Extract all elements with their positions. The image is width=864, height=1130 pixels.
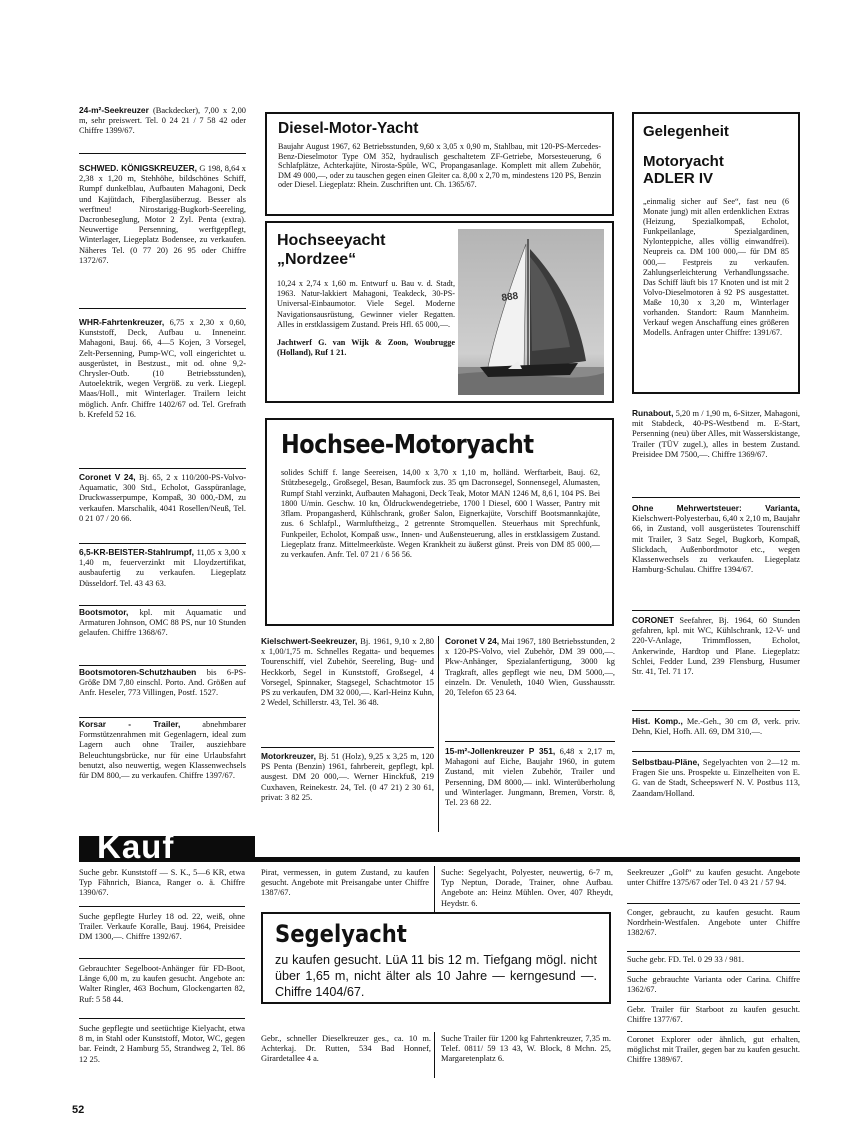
ad-text: Mai 1967, 180 Betriebsstunden, 2 x 120-PS-Volvo, viel Zubehör, DM 39 000,—. Pkw-Anhänger, Spezialanfertigung, 3000 kg Tragkraft, alles gepflegt wie neu, DM 5000,—, einzeln. Dr. Venuleth, 1040 Wien, Gusshausstr. 20, Telefon 65 23 64. bbox=[445, 637, 615, 698]
ad-text: Gebr., schneller Dieselkreuzer ges., ca. 10 m. Achterkaj. Dr. Rutten, 534 Bad Honnef, Girardetallee 4 a. bbox=[261, 1034, 431, 1064]
classified-ad bbox=[441, 868, 613, 912]
nordzee-ad bbox=[265, 221, 614, 403]
classified-ad bbox=[79, 667, 246, 709]
ad-text: 5,20 m / 1,90 m, 6-Sitzer, Mahagoni, mit Stabdeck, 40-PS-Westbend m. E-Start, Persenning (neu) über Alles, mit Wasserskistange, Trailer (TÜV zugel.), alles in bestem Zustand. Preisidee DM 7500,—. Chiffre 1369/67. bbox=[632, 409, 800, 459]
ad-text: Suche gebr. FD. Tel. 0 29 33 / 981. bbox=[627, 955, 744, 964]
classified-ad bbox=[79, 607, 246, 659]
ad-text: Seefahrer, Bj. 1964, 60 Stunden gefahren, kpl. mit WC, Kühlschrank, 12-V- und 220-V-Anlage, Trimmflossen, Echolot, Ankerwinde, Hardtop und Plane. Liegeplatz: Schlei, Fedder Lund, 239 Flensburg, Husumer Str. 41, Tel. 71 17. bbox=[632, 616, 800, 677]
ad-heading-line2: „Nordzee“ bbox=[277, 251, 357, 268]
ad-text: Suche gebr. Kunststoff — S. K., 5—6 KR, etwa Typ Fähnrich, Bianca, Ranger o. ä. Chiffre 1390/67. bbox=[79, 868, 245, 898]
ad-heading: Gelegenheit bbox=[643, 123, 729, 140]
ad-title: SCHWED. KÖNIGSKREUZER, bbox=[79, 163, 197, 173]
classified-ad bbox=[627, 908, 800, 950]
ad-text: Suche Trailer für 1200 kg Fahrtenkreuzer, 7,35 m. Telef. 0811/ 59 13 43, W. Block, 8 Mchn. 25, Margaretenplatz 6. bbox=[441, 1034, 611, 1064]
sailboat-photo bbox=[458, 229, 604, 395]
ad-text: zu kaufen gesucht. LüA 11 bis 12 m. Tiefgang mögl. nicht über 1,65 m, nicht älter als 10 Jahre — kerngesund —. Chiffre 1404/67. bbox=[275, 953, 597, 999]
ad-text: Bj. 1961, 9,10 x 2,80 x 1,00/1,75 m. Schnelles Regatta- und bequemes Tourenschiff, viel Zubehör, Seereling, Bug- und Heckkorb, Segel in Kunststoff, Großsegel, 4 Vorsegel, Spinnaker, Stagsegel, Schachtmotor 15 PS zu verkaufen, DM 32 000,—. Karl-Heinz Kuhn, 2 Wedel, Schillerstr. 43, Tel. 36 48. bbox=[261, 637, 434, 708]
ad-title: Kielschwert-Seekreuzer, bbox=[261, 636, 358, 646]
ad-text: abnehmbarer Formstützenrahmen mit Gegenlagern, ideal zum Lagern auch ohne Trailer, ausziehbare Beleuchtungsbrücke, nur für eine Urlaubsfahrt benutzt, also neuwertig, wegen Klassenwechsels für DM 800,— zu verkaufen. Chiffre 1397/67. bbox=[79, 720, 246, 781]
ad-text: 11,05 x 3,00 x 1,40 m, feuerverzinkt mit Lloydzertifikat, ausbaufertig zu verkaufen. Liegeplatz Düsseldorf. Tel. 43 43 63. bbox=[79, 548, 246, 588]
ad-text: Me.-Geh., 30 cm Ø, verk. priv. Dehn, Kiel, Hofh. All. 69, DM 310,—. bbox=[632, 717, 800, 737]
ad-text: Gebr. Trailer für Starboot zu kaufen gesucht. Chiffre 1377/67. bbox=[627, 1005, 800, 1025]
ad-text: kpl. mit Aquamatic und Armaturen Johnson, OMC 88 PS, nur 10 Stunden gelaufen. Chiffre 1368/67. bbox=[79, 608, 246, 638]
ad-text: Suche gebrauchte Varianta oder Carina. Chiffre 1362/67. bbox=[627, 975, 800, 995]
ad-text: Pirat, vermessen, in gutem Zustand, zu kaufen gesucht. Angebote mit Preisangabe unter Chiffre 1387/67. bbox=[261, 868, 429, 898]
ad-text: bis 6-PS-Größe DM 7,80 einschl. Porto. And. Größen auf Anfr. Heseler, 773 Villingen, Postf. 1527. bbox=[79, 668, 246, 698]
classified-ad bbox=[79, 547, 246, 599]
classified-ad bbox=[627, 1005, 800, 1029]
ad-text: Bj. 51 (Holz), 9,25 x 3,25 m, 120 PS Penta (Benzin) 1961, fahrbereit, gepflegt, kpl. ausgest. DM 20 000,—. Werner Hinckfuß, 219 Cuxhaven, Reinekestr. 24, Tel. (0 47 21) 2 30 61, privat: 3 82 25. bbox=[261, 752, 434, 802]
classified-ad bbox=[79, 472, 246, 537]
ad-heading: Hochsee-Motoryacht bbox=[281, 430, 534, 460]
segelyacht-ad bbox=[261, 912, 611, 1004]
ad-title: WHR-Fahrtenkreuzer, bbox=[79, 317, 165, 327]
ad-title: 24-m²-Seekreuzer bbox=[79, 105, 149, 115]
ad-title: Coronet V 24, bbox=[79, 472, 136, 482]
ad-text: (Backdecker), 7,00 x 2,00 m, sehr preiswert. Tel. 0 24 21 / 7 58 42 oder Chiffre 1399/67. bbox=[79, 106, 246, 136]
ad-text: 6,75 x 2,30 x 0,60, Kunststoff, Deck, Aufbau u. Inneneinr. Mahagoni, Bauj. 66, 4—5 Kojen, 3 Vorsegel, Zelt-Persenning, Pump-WC, voll eingerichtet u. ausgerüstet, in Bestzust., mit od. ohne 9,2-Chrysler-Outb. (10 Betriebsstunden), Autoelektrik, wegen Vergröß. zu verk. Liegepl. Maas/Holl., mit Winterlager. Trailern leicht möglich. Anfr. Chiffre 1402/67 od. Tel. Grefrath b. Krefeld 52 16. bbox=[79, 318, 246, 419]
classified-ad bbox=[79, 1024, 245, 1076]
ad-text: Baujahr August 1967, 62 Betriebsstunden, 9,60 x 3,05 x 0,90 m, Stahlbau, mit 120-PS-Mercedes-Benz-Dieselmotor Type OM 352, hydraulisch geschaltetem ZF-Getriebe, Morsesteuerung, 6 Schlafplätze, Achterkajüte, Nirosta-Spüle, WC, Propangasanlage. Komplett mit allem Zubehör, DM 49 000,—, oder zu tauschen gegen einen Gleiter ca. 8,00 x 2,70 m, mindestens 120 PS, Benzin oder Diesel. Liegeplatz: Rhein. Zuschriften unt. Ch. 1365/67. bbox=[278, 142, 601, 190]
diesel-yacht-ad bbox=[265, 112, 614, 216]
classified-ad bbox=[79, 317, 246, 462]
classified-ad bbox=[627, 955, 800, 969]
ad-text: Bj. 65, 2 x 110/200-PS-Volvo-Aquamatic, 300 Std., Echolot, Gasspüranlage, Druckwasserpumpe, Kompaß, 30 000,-DM, zu verkaufen. Marschalik, 4041 Rosellen/Neuß, Tel. 0 21 07 / 20 66. bbox=[79, 473, 246, 523]
ad-title: Hist. Komp., bbox=[632, 716, 683, 726]
sail-number: 888 bbox=[500, 290, 519, 304]
classified-ad bbox=[632, 757, 800, 821]
ad-text: Gebrauchter Segelboot-Anhänger für FD-Boot, Länge 6,00 m, zu kaufen gesucht. Angebote an: Walter Ringler, 463 Bochum, Glockengarten 82, Ruf: 5 58 44. bbox=[79, 964, 245, 1004]
ad-text: 10,24 x 2,74 x 1,60 m. Entwurf u. Bau v. d. Stadt, 1963. Natur-lakkiert Mahagoni, Teakdeck, 30-PS-Universal-Einbaumotor. Viele Segel. Moderne Navigationsausrüstung, Gewinner vieler Regatten. Alles in erstklassigem Zustand. Preis Hfl. 65 000,—. bbox=[277, 279, 455, 329]
classified-ad bbox=[261, 751, 434, 835]
classified-ad bbox=[79, 105, 246, 157]
kauf-section-bar bbox=[79, 828, 255, 865]
ad-title: Ohne Mehrwertsteuer: Varianta, bbox=[632, 503, 800, 513]
classified-ad bbox=[632, 615, 800, 703]
ad-contact: Jachtwerf G. van Wijk & Zoon, Woubrugge (Holland), Ruf 1 21. bbox=[277, 338, 455, 358]
ad-heading: Diesel-Motor-Yacht bbox=[278, 120, 419, 137]
page-number: 52 bbox=[72, 1104, 85, 1116]
ad-title: Runabout, bbox=[632, 408, 674, 418]
ad-text: Conger, gebraucht, zu kaufen gesucht. Raum Nordrhein-Westfalen. Angebote unter Chiffre 1382/67. bbox=[627, 908, 800, 938]
ad-text: Coronet Explorer oder ähnlich, gut erhalten, möglichst mit Trailer, gegen bar zu kaufen gesucht. Chiffre 1389/67. bbox=[627, 1035, 800, 1065]
classified-ad bbox=[632, 408, 800, 490]
ad-heading: Segelyacht bbox=[275, 920, 407, 948]
ad-text: Kielschwert-Polyesterbau, 6,40 x 2,10 m, Baujahr 66, in Zustand, voll ausgerüstetes Tourenschiff mit Trailer, 3 Satz Segel, Bugkorb, Kompaß, Slickdach, Außenbordmotor etc., wegen Klassenwechsels zu verkaufen. Liegeplatz Hamburg-Schulau. Chiffre 1394/67. bbox=[632, 514, 800, 575]
ad-title: Selbstbau-Pläne, bbox=[632, 757, 700, 767]
classified-ad bbox=[627, 1035, 800, 1079]
ad-text: Segelyachten von 2—12 m. Fragen Sie uns. Prospekte u. Einzelheiten von E. G. van de Stadt, Scheepswerf N. V. Postbus 113, Zaandam/Holland. bbox=[632, 758, 800, 798]
ad-title: Bootsmotor, bbox=[79, 607, 129, 617]
kauf-section-rule bbox=[255, 857, 800, 862]
classified-ad bbox=[79, 964, 245, 1016]
gelegenheit-ad bbox=[632, 112, 800, 394]
ad-subheading-2: ADLER IV bbox=[643, 170, 714, 187]
ad-text: „einmalig sicher auf See“, fast neu (6 Monate jung) mit allen erdenklichen Extras (Heizung, Spezialkompaß, Echolot, Funkpeilanlage, Spezialgardinen, Nylonteppiche, alles völlig einwandfrei). Neupreis ca. DM 100 000,— für DM 85 000,— Festpreis zu verkaufen. Zahlungserleichterung Verhandlungssache. Das Schiff läuft bis 17 Knoten und ist mit 2 Volvo-Dieselmotoren à 92 PS ausgestattet. Maße 10,30 x 3,20 m, Winterlager vorhanden. Standort: Raum Mannheim. Verkauf wegen Anschaffung eines größeren Modells. Anfragen unter Chiffre: 1391/67. bbox=[643, 197, 789, 338]
ad-text: G 198, 8,64 x 2,38 x 1,20 m, Stehhöhe, bildschönes Schiff, Rumpf dunkelblau, Aufbauten Mahagoni, Deck und Kajütdach, Fiberglasüberzug. Besser als werftneu! Nirostarigg-Bugkorb-Seereling, Dacronbeseglung, Motor 2 Zyl. Penta (extra). Neuwertige Persenning, werftgepflegt, Winterlager, Liegeplatz Bodensee, zu verkaufen. Näheres Tel. (0 77 20) 26 95 oder Chiffre 1372/67. bbox=[79, 164, 246, 265]
ad-title: Motorkreuzer, bbox=[261, 751, 316, 761]
ad-title: Korsar - Trailer, bbox=[79, 719, 181, 729]
classified-ad bbox=[627, 868, 800, 902]
kauf-heading: Kauf bbox=[97, 828, 175, 865]
ad-text: Seekreuzer „Golf“ zu kaufen gesucht. Angebote unter Chiffre 1375/67 oder Tel. 0 43 21 / 57 94. bbox=[627, 868, 800, 888]
ad-text: Suche: Segelyacht, Polyester, neuwertig, 6-7 m, Typ Neptun, Dorade, Trainer, ohne Aufbau. Angebote an: Heinz Mühlen. Over, 407 Rheydt, Heydstr. 6. bbox=[441, 868, 613, 908]
classified-ad bbox=[445, 636, 615, 726]
ad-title: Coronet V 24, bbox=[445, 636, 500, 646]
ad-text: Suche gepflegte Hurley 18 od. 22, weiß, ohne Trailer. Verkaufe Koralle, Bauj. 1964, Preisidee DM 1300,—. Chiffre 1392/67. bbox=[79, 912, 245, 942]
classified-ad bbox=[441, 1034, 611, 1078]
classified-ad bbox=[79, 163, 246, 305]
ad-title: 15-m²-Jollenkreuzer P 351, bbox=[445, 746, 556, 756]
classified-ad bbox=[445, 746, 615, 830]
ad-text: 6,48 x 2,17 m, Mahagoni auf Eiche, Baujahr 1960, in gutem Zustand, mit vielen Zubehör, Trailer und Persenning, DM 8000,— inkl. Winterüberholung und Winterlager. Jungmann, Bremen, Vorstr. 8, Tel. 23 68 22. bbox=[445, 747, 615, 808]
classified-ad bbox=[79, 719, 246, 824]
ad-title: Bootsmotoren-Schutzhauben bbox=[79, 667, 197, 677]
hochsee-motoryacht-ad bbox=[265, 418, 614, 626]
ad-text: Suche gepflegte und seetüchtige Kielyacht, etwa 8 m, in Stahl oder Kunststoff, Motor, WC, gegen bar. Feindt, 2 Hamburg 55, Strandweg 2, Tel. 86 12 25. bbox=[79, 1024, 245, 1064]
ad-heading-line1: Hochseeyacht bbox=[277, 232, 386, 249]
ad-text: solides Schiff f. lange Seereisen, 14,00 x 3,70 x 1,10 m, holländ. Werftarbeit, Bauj. 62, Stützbesegelg., Großsegel, Besan, Baumfock zus. 35 qm Dacronsegel, Sonnensegel, Alumasten, Rumpf Stahl verzinkt, Aufbauten Mahagoni, Deck Teak, Motor MAN 1246 M, 8,6 l, 104 PS. Bei 1800 U/min. Geschw. 10 kn, Öldruckwendegetriebe, 1700 l Diesel, 600 l Wasser, Pantry mit 3flam. Propangasherd, Kühlschrank, großer Salon, Eignerkajüte, Vorschiff Bootsmannkajüte, zus. 6 Schlafpl., Warmluftheizg., 2 getrennte Stromquellen. Steuerhaus mit Sprechfunk, Funkpeiler, Echolot, Kompaß usw., Innen- und Außensteuerung, alles in erstklassigem Zustand. Liegeplatz franz. Mittelmeerküste. Wegen Krankheit zu äußerst günst. Preis von DM 85 000,— zu verkaufen. Anfr. Tel. 07 21 / 6 56 56. bbox=[281, 468, 600, 560]
classified-ad bbox=[261, 1034, 431, 1078]
classified-ad bbox=[79, 912, 245, 956]
classified-ad bbox=[261, 868, 429, 912]
ad-title: CORONET bbox=[632, 615, 674, 625]
classified-ad bbox=[627, 975, 800, 999]
classified-ad bbox=[261, 636, 434, 748]
classified-ad bbox=[632, 716, 800, 749]
classified-ad bbox=[632, 503, 800, 601]
ad-subheading-1: Motoryacht bbox=[643, 153, 724, 170]
ad-title: 6,5-KR-BEISTER-Stahlrumpf, bbox=[79, 547, 194, 557]
